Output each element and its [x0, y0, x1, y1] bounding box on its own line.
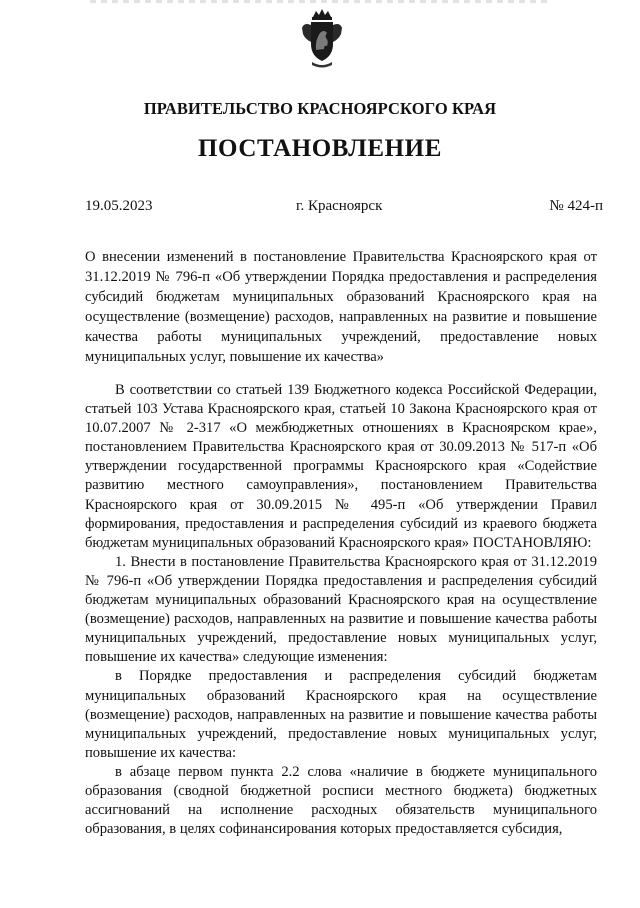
document-date: 19.05.2023	[85, 198, 153, 214]
document-body	[85, 381, 597, 839]
body-paragraph-procedure: в Порядке предоставления и распределения субсидий бюджетам муниципальных образований Красноярского края на осуществление (возмещение) расходов, направленных на развитие и повышение качества работы муниципальных учреждений, предоставление новых муниципальных услуг, повышение их качества:	[85, 668, 597, 761]
document-meta	[85, 198, 603, 220]
scan-edge-artifact	[90, 0, 550, 3]
document-type-title: ПОСТАНОВЛЕНИЕ	[197, 135, 443, 162]
body-paragraph-amend: 1. Внести в постановление Правительства Красноярского края от 31.12.2019 № 796-п «Об утверждении Порядка предоставления и распределения субсидий бюджетам муниципальных образований Красноярского края на осуществление (возмещение) расходов, направленных на развитие и повышение качества работы муниципальных учреждений, предоставление новых муниципальных услуг, повышение их качества» следующие изменения:	[85, 553, 597, 666]
document-number: № 424-п	[549, 198, 603, 214]
body-paragraph-basis: В соответствии со статьей 139 Бюджетного кодекса Российской Федерации, статьей 103 Устава Красноярского края, статьей 10 Закона Красноярского края от 10.07.2007 № 2-317 «О межбюджетных отношениях в Красноярском крае», постановлением Правительства Красноярского края от 30.09.2013 № 517-п «Об утверждении государственной программы Красноярского края «Содействие развитию местного самоуправления», постановлением Правительства Красноярского края от 30.09.2015 № 495-п «Об утверждении Правил формирования, предоставления и распределения субсидий из краевого бюджета бюджетам муниципальных образований Красноярского края» ПОСТАНОВЛЯЮ:	[85, 382, 597, 551]
document-city: г. Красноярск	[296, 198, 383, 214]
krasnoyarsk-coat-of-arms-icon	[300, 8, 344, 68]
document-subject: О внесении изменений в постановление Правительства Красноярского края от 31.12.2019 № 796-п «Об утверждении Порядка предоставления и распределения субсидий бюджетам муниципальных образований Красноярского края на осуществление (возмещение) расходов, направленных на развитие и повышение качества работы муниципальных учреждений, предоставление новых муниципальных услуг, повышение их качества»	[85, 249, 597, 365]
government-name: ПРАВИТЕЛЬСТВО КРАСНОЯРСКОГО КРАЯ	[143, 99, 497, 118]
body-paragraph-clause: в абзаце первом пункта 2.2 слова «наличие в бюджете муниципального образования (сводной бюджетной росписи местного бюджета) бюджетных ассигнований на исполнение расходных обязательств муниципального образования, в целях софинансирования которых предоставляется субсидия,	[85, 763, 597, 838]
